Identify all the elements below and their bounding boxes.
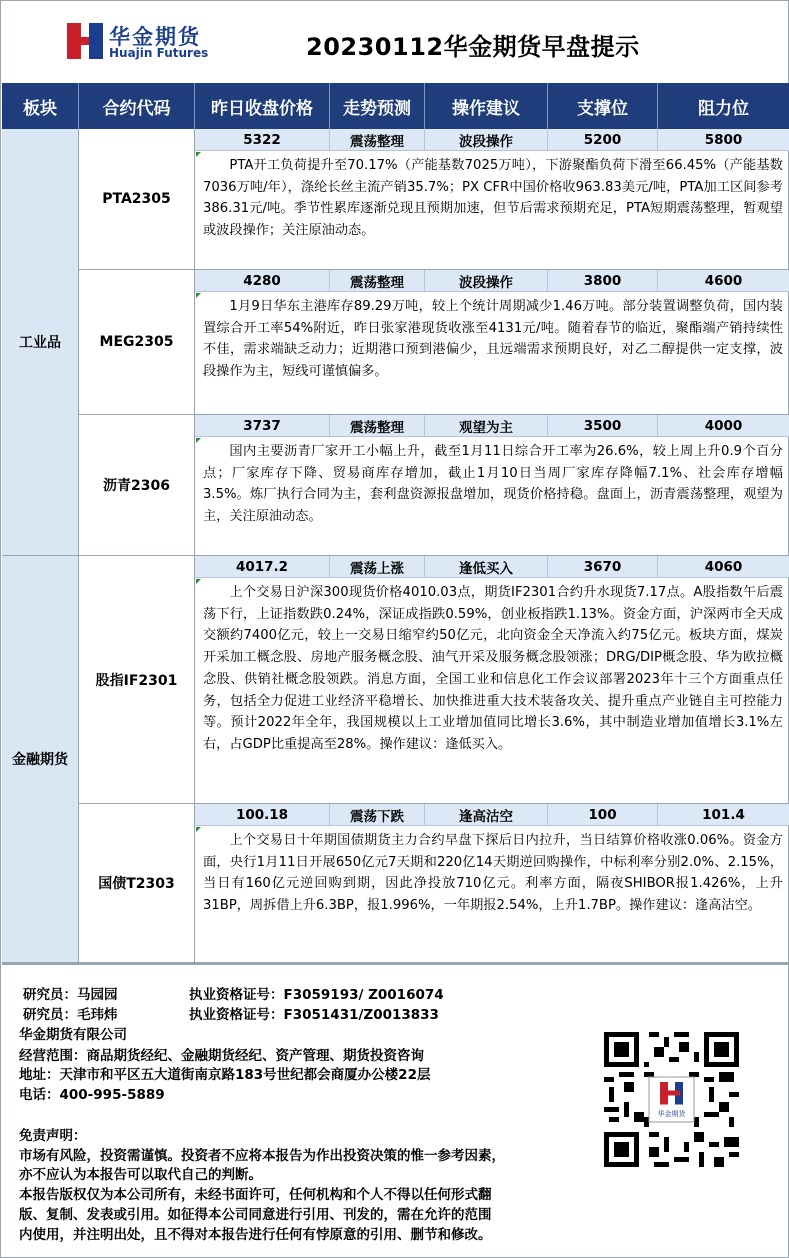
disclaimer-line: 亦不应认为本报告可以取代自己的判断。 bbox=[19, 1167, 262, 1183]
company-phone: 电话：400-995-5889 bbox=[19, 1087, 165, 1103]
column-header-trend: 走势预测 bbox=[330, 83, 425, 129]
value-bar bbox=[195, 804, 789, 826]
analysis-text: 国内主要沥青厂家开工小幅上升，截至1月11日综合开工率为26.6%，较上周上升0.9个百分点；厂家库存下降、贸易商库存增加，截止1月10日当周厂家库存降幅7.1%、社会库存增幅3.5%。炼厂执行合同为主，套利盘资源报盘增加，现货价格持稳。盘面上，沥青震荡整理，观望为主，关注原油动态。 bbox=[203, 444, 783, 525]
disclaimer-line: 版、复制、发表或引用。如征得本公司同意进行引用、刊发的，需在允许的范围 bbox=[19, 1207, 492, 1223]
column-header-close: 昨日收盘价格 bbox=[195, 83, 330, 129]
analysis-text: PTA开工负荷提升至70.17%（产能基数7025万吨），下游聚酯负荷下滑至66.45%（产能基数7036万吨/年），涤纶长丝主流产销35.7%；PX CFR中国价格收963.83美元/吨，PTA加工区间参考386.31元/吨。季节性累库逐渐兑现且预期加速，但节后需求预期充足，PTA短期震荡整理，暂观望或波段操作；关注原油动态。 bbox=[203, 158, 783, 239]
qr-code-icon bbox=[599, 1027, 744, 1172]
close-price: 4280 bbox=[195, 270, 330, 292]
contract-code: 股指IF2301 bbox=[79, 556, 195, 803]
trend-forecast: 震荡下跌 bbox=[330, 804, 425, 826]
analysis-text: 上个交易日沪深300现货价格4010.03点，期货IF2301合约升水现货7.17点。A股指数午后震荡下行，上证指数跌0.24%，深证成指跌0.59%，创业板指跌1.13%。资金方面，沪深两市全天成交额约7400亿元，较上一交易日缩窄约50亿元，北向资金全天净流入约75亿元。板块方面，煤炭开采加工概念股、房地产服务概念股、油气开采及服务概念股领涨；DRG/DIP概念股、华为欧拉概念股、供销社概念股领跌。消息方面，全国工业和信息化工作会议部署2023年十三个方面重点任务，包括全力促进工业经济平稳增长、加快推进重大技术装备攻关、提升重点产业链自主可控能力等。预计2022年全年，我国规模以上工业增加值同比增长3.6%，其中制造业增加值增长3.1%左右，占GDP比重提高至28%。操作建议：逢低买入。 bbox=[203, 585, 783, 752]
resistance-level: 4000 bbox=[704, 418, 743, 434]
report-title: 20230112华金期货早盘提示 bbox=[306, 33, 640, 61]
table-row bbox=[79, 270, 789, 415]
operation-advice: 逢高沽空 bbox=[425, 804, 548, 826]
value-bar bbox=[195, 270, 789, 292]
column-header-contract: 合约代码 bbox=[79, 83, 195, 129]
value-bar bbox=[195, 556, 789, 578]
value-bar bbox=[195, 129, 789, 151]
qr-logo-label: 华金期货 bbox=[657, 1110, 686, 1118]
analysis-text: 上个交易日十年期国债期货主力合约早盘下探后日内拉升，当日结算价格收涨0.06%。资金方面，央行1月11日开展650亿元7天期和220亿14天期逆回购操作，中标利率分别2.0%、2.15%，当日有160亿元逆回购到期，因此净投放710亿元。利率方面，隔夜SHIBOR报1.426%，上升31BP，周拆借上升6.3BP，报1.996%，一年期报2.54%，上升1.7BP。操作建议：逢高沽空。 bbox=[203, 833, 783, 914]
category-financial: 金融期货 bbox=[2, 556, 79, 963]
trend-forecast: 震荡整理 bbox=[330, 270, 425, 292]
disclaimer-line: 本报告版权仅为本公司所有，未经书面许可，任何机构和个人不得以任何形式翻 bbox=[19, 1187, 492, 1203]
contract-code: MEG2305 bbox=[79, 270, 195, 414]
trend-forecast: 震荡整理 bbox=[330, 129, 425, 151]
analysis-text: 1月9日华东主港库存89.29万吨，较上个统计周期减少1.46万吨。部分装置调整负荷，国内装置综合开工率54%附近，昨日张家港现货收涨至4131元/吨。随着春节的临近，聚酯端产销持续性不佳，需求端缺乏动力；近期港口预到港偏少，且远端需求预期良好，对乙二醇提供一定支撑，波段操作为主，短线可谨慎偏多。 bbox=[203, 299, 783, 380]
brand-name-en: Huajin Futures bbox=[109, 46, 209, 60]
analyst-name: 研究员：马园园 bbox=[23, 987, 118, 1003]
analyst-license: 执业资格证号：F3051431/Z0013833 bbox=[189, 1007, 439, 1023]
contract-code: 沥青2306 bbox=[79, 415, 195, 555]
company-name: 华金期货有限公司 bbox=[19, 1027, 127, 1043]
trend-forecast: 震荡上涨 bbox=[330, 556, 425, 578]
column-header-advice: 操作建议 bbox=[425, 83, 548, 129]
resistance-level: 4060 bbox=[704, 559, 743, 575]
support-level: 100 bbox=[548, 804, 658, 826]
support-level: 5200 bbox=[548, 129, 658, 151]
trend-forecast: 震荡整理 bbox=[330, 415, 425, 437]
disclaimer-line: 内使用，并注明出处，且不得对本报告进行任何有悖原意的引用、删节和修改。 bbox=[19, 1227, 492, 1243]
contract-code: PTA2305 bbox=[79, 129, 195, 269]
close-price: 100.18 bbox=[195, 804, 330, 826]
support-level: 3500 bbox=[548, 415, 658, 437]
category-industrial: 工业品 bbox=[2, 129, 79, 556]
support-level: 3670 bbox=[548, 556, 658, 578]
disclaimer-title: 免责声明： bbox=[19, 1128, 87, 1144]
analyst-name: 研究员：毛玮炜 bbox=[23, 1007, 118, 1023]
close-price: 5322 bbox=[195, 129, 330, 151]
table-row bbox=[79, 804, 789, 963]
value-bar bbox=[195, 415, 789, 437]
huajin-logo-icon bbox=[67, 23, 103, 59]
column-header-support: 支撑位 bbox=[548, 83, 658, 129]
report-header bbox=[1, 1, 789, 83]
disclaimer-line: 市场有风险，投资需谨慎。投资者不应将本报告为作出投资决策的惟一参考因素， bbox=[19, 1148, 505, 1164]
contract-code: 国债T2303 bbox=[79, 804, 195, 962]
table-row bbox=[79, 415, 789, 556]
business-scope: 经营范围：商品期货经纪、金融期货经纪、资产管理、期货投资咨询 bbox=[19, 1048, 424, 1064]
column-header-sector: 板块 bbox=[2, 83, 79, 129]
resistance-level: 4600 bbox=[704, 273, 743, 289]
table-row bbox=[79, 129, 789, 270]
close-price: 3737 bbox=[195, 415, 330, 437]
resistance-level: 5800 bbox=[704, 132, 743, 148]
table-header bbox=[2, 83, 789, 129]
close-price: 4017.2 bbox=[195, 556, 330, 578]
resistance-level: 101.4 bbox=[702, 807, 745, 823]
table-row bbox=[79, 556, 789, 804]
column-header-resistance: 阻力位 bbox=[698, 98, 749, 119]
support-level: 3800 bbox=[548, 270, 658, 292]
operation-advice: 观望为主 bbox=[425, 415, 548, 437]
brand-name-cn: 华金期货 bbox=[109, 25, 201, 49]
analyst-license: 执业资格证号：F3059193/ Z0016074 bbox=[189, 987, 444, 1003]
operation-advice: 波段操作 bbox=[425, 270, 548, 292]
operation-advice: 逢低买入 bbox=[425, 556, 548, 578]
company-address: 地址：天津市和平区五大道街南京路183号世纪都会商厦办公楼22层 bbox=[19, 1067, 431, 1083]
operation-advice: 波段操作 bbox=[425, 129, 548, 151]
